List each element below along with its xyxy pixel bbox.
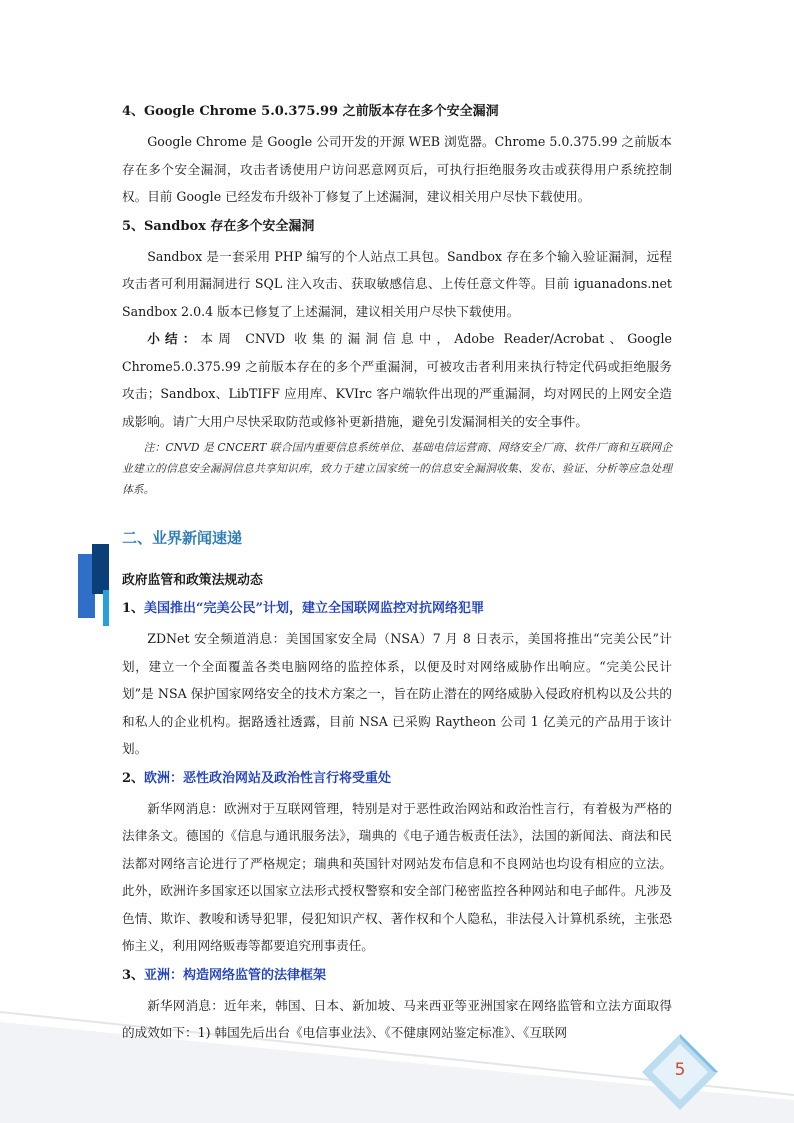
subsection-title: 政府监管和政策法规动态 <box>122 573 263 588</box>
section-decoration <box>78 542 112 626</box>
news-heading-2 <box>122 769 672 789</box>
news-body-1: ZDNet 安全频道消息：美国国家安全局（NSA）7 月 8 日表示，美国将推出“完美公民”计划，建立一个全面覆盖各类电脑网络的监控体系，以便及时对网络威胁作出响应。“完美公民计划”是 NSA 保护国家网络安全的技术方案之一，旨在防止潜在的网络威胁入侵政府机构以及公共的和私人的企业机构。据路透社透露，目前 NSA 已采购 Raytheon 公司 1 亿美元的产品用于该计划。 <box>122 631 672 756</box>
news-title-2: 欧洲：恶性政治网站及政治性言行将受重处 <box>144 770 392 786</box>
summary-paragraph <box>122 325 672 435</box>
item-heading-5: 5、Sandbox 存在多个安全漏洞 <box>122 218 315 234</box>
summary-text: 本周 CNVD 收集的漏洞信息中，Adobe Reader/Acrobat、Google Chrome5.0.375.99 之前版本存在的多个严重漏洞，可被攻击者利用来执行特定代码或拒绝服务攻击；Sandbox、LibTIFF 应用库、KVIrc 客户端软件出现的严重漏洞，均对网民的上网安全造成影响。请广大用户尽快采取防范或修补更新措施，避免引发漏洞相关的安全事件。 <box>122 331 673 429</box>
news-body-2: 新华网消息：欧洲对于互联网管理，特别是对于恶性政治网站和政治性言行，有着极为严格的法律条文。德国的《信息与通讯服务法》，瑞典的《电子通告板责任法》，法国的新闻法、商法和民法都对网络言论进行了严格规定；瑞典和英国针对网站发布信息和不良网站也均设有相应的立法。此外，欧洲许多国家还以国家立法形式授权警察和安全部门秘密监控各种网站和电子邮件。凡涉及色情、欺诈、教唆和诱导犯罪，侵犯知识产权、著作权和个人隐私，非法侵入计算机系统，主张恐怖主义，利用网络贩毒等都要追究刑事责任。 <box>122 800 672 953</box>
news-num-3: 3、 <box>122 967 145 983</box>
news-num-2: 2、 <box>122 770 145 786</box>
cnvd-note: 注：CNVD 是 CNCERT 联合国内重要信息系统单位、基础电信运营商、网络安全厂商、软件厂商和互联网企业建立的信息安全漏洞信息共享知识库，致力于建立国家统一的信息安全漏洞收集、发布、验证、分析等应急处理体系。 <box>122 441 672 496</box>
news-title-3: 亚洲：构造网络监管的法律框架 <box>144 967 327 983</box>
page-content <box>122 100 672 1047</box>
page-number: 5 <box>674 1060 686 1080</box>
news-title-1: 美国推出“完美公民”计划，建立全国联网监控对抗网络犯罪 <box>144 601 485 616</box>
item-heading-4: 4、Google Chrome 5.0.375.99 之前版本存在多个安全漏洞 <box>122 104 499 119</box>
section-title: 二、业界新闻速递 <box>122 529 243 547</box>
summary-label: 小结： <box>147 331 201 346</box>
item-body-5: Sandbox 是一套采用 PHP 编写的个人站点工具包。Sandbox 存在多个输入验证漏洞，远程攻击者可利用漏洞进行 SQL 注入攻击、获取敏感信息、上传任意文件等。目前 iguanadons.net Sandbox 2.0.4 版本已修复了上述漏洞，建议相关用户尽快下载使用。 <box>122 248 672 319</box>
news-num-1: 1、 <box>122 601 145 616</box>
news-heading-1 <box>122 599 672 619</box>
news-body-3: 新华网消息：近年来，韩国、日本、新加坡、马来西亚等亚洲国家在网络监管和立法方面取得的成效如下：1) 韩国先后出台《电信事业法》、《不健康网站鉴定标准》、《互联网 <box>122 997 672 1040</box>
item-body-4: Google Chrome 是 Google 公司开发的开源 WEB 浏览器。Chrome 5.0.375.99 之前版本存在多个安全漏洞，攻击者诱使用户访问恶意网页后，可执行拒绝服务攻击或获得用户系统控制权。目前 Google 已经发布升级补丁修复了上述漏洞，建议相关用户尽快下载使用。 <box>122 134 672 204</box>
news-heading-3 <box>122 966 672 986</box>
